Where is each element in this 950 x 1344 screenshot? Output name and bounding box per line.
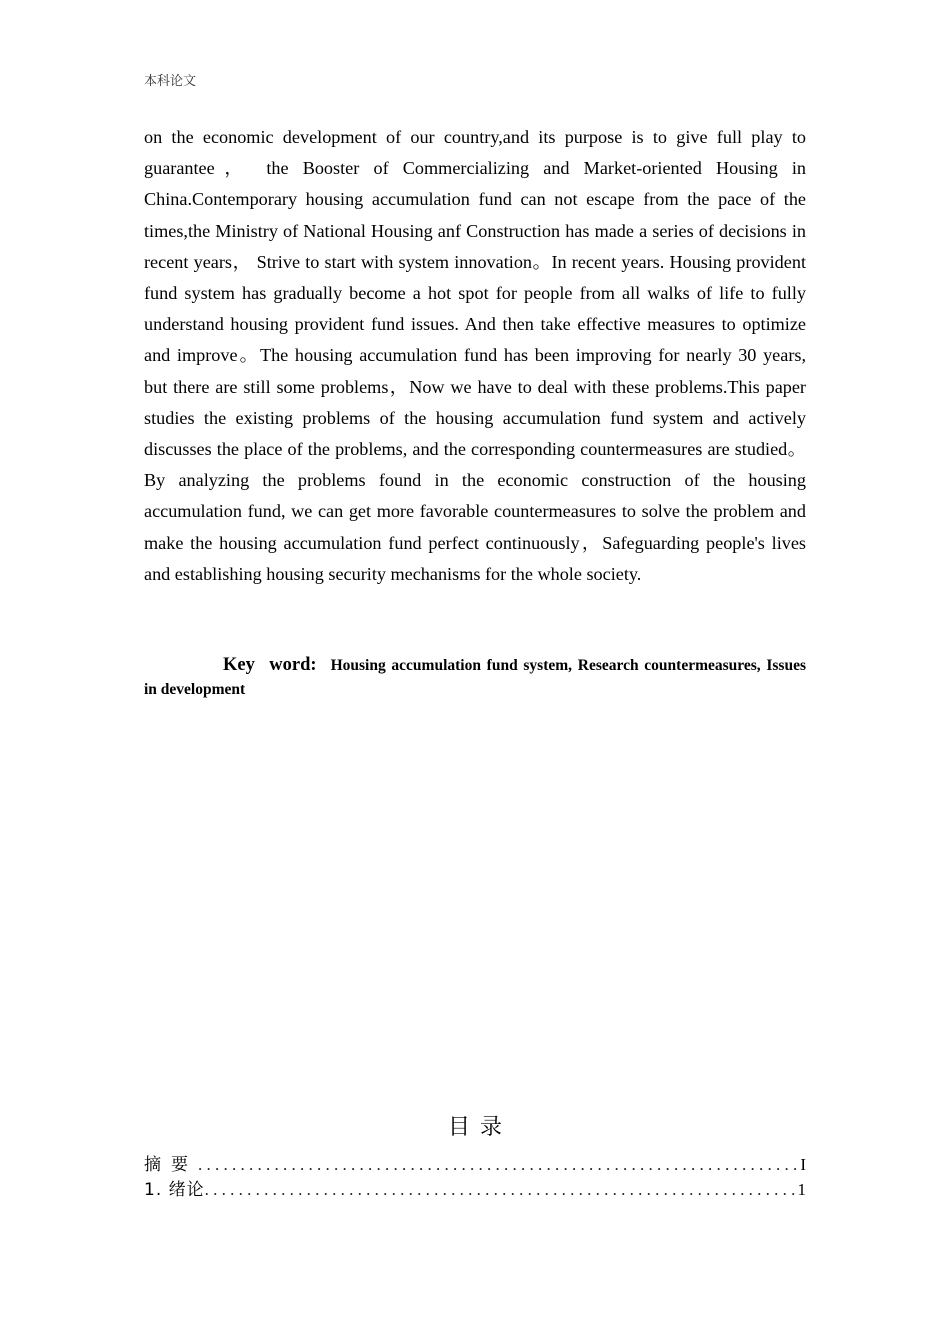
toc-entry-label: 摘要 (144, 1155, 198, 1175)
page-header: 本科论文 (144, 74, 197, 89)
toc-leader-dots (205, 1177, 796, 1202)
table-of-contents (144, 1152, 806, 1202)
toc-leader-dots (198, 1152, 798, 1177)
abstract-paragraph: on the economic development of our country,and its purpose is to give full play to guarantee， the Booster of Commercializing and Market-oriented Housing in China.Contemporary housing accumulation fund can not escape from the pace of the times,the Ministry of National Housing anf Construction has made a series of decisions in recent years， Strive to start with system innovation。In recent years. Housing provident fund system has gradually become a hot spot for people from all walks of life to fully understand housing provident fund issues. And then take effective measures to optimize and improve。The housing accumulation fund has been improving for nearly 30 years, but there are still some problems，Now we have to deal with these problems.This paper studies the existing problems of the housing accumulation fund system and actively discusses the place of the problems, and the corresponding countermeasures are studied。By analyzing the problems found in the economic construction of the housing accumulation fund, we can get more favorable countermeasures to solve the problem and make the housing accumulation fund perfect continuously，Safeguarding people's lives and establishing housing security mechanisms for the whole society. (144, 127, 806, 584)
toc-entry-introduction[interactable] (144, 1177, 806, 1202)
keywords-text: Housing accumulation fund system, Research countermeasures, Issues in development (144, 657, 806, 698)
keywords-label: Key word: (223, 655, 317, 675)
toc-entry-label: 1. 绪论 (144, 1180, 205, 1200)
toc-entry-page: 1 (797, 1180, 806, 1199)
toc-entry-page: I (800, 1155, 806, 1174)
toc-title: 目录 (447, 1115, 512, 1140)
toc-entry-abstract[interactable] (144, 1152, 806, 1177)
keywords-section (144, 653, 806, 702)
